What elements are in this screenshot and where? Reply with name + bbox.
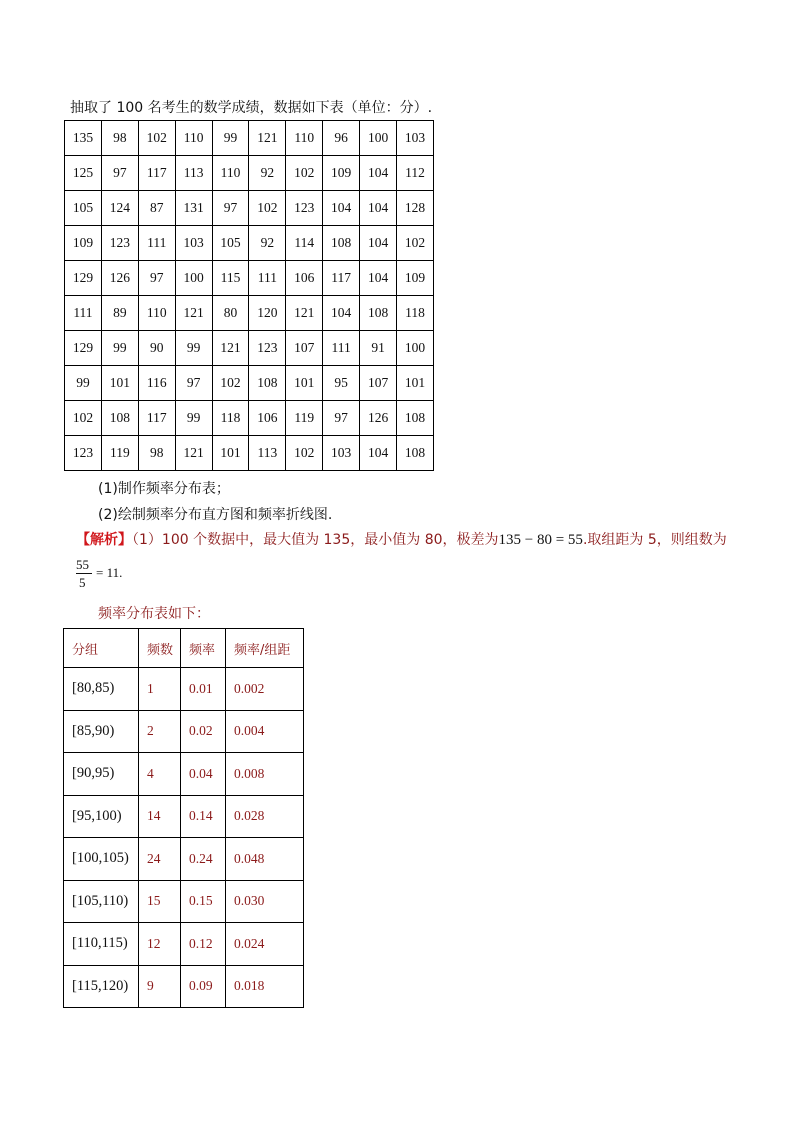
score-cell: 104 xyxy=(323,296,360,331)
score-cell: 104 xyxy=(360,156,397,191)
score-cell: 108 xyxy=(360,296,397,331)
group-cell: [90,95) xyxy=(64,753,139,796)
score-cell: 103 xyxy=(397,121,434,156)
score-cell: 100 xyxy=(360,121,397,156)
score-cell: 116 xyxy=(138,366,175,401)
score-cell: 100 xyxy=(175,261,212,296)
count-cell: 9 xyxy=(139,965,181,1008)
group-cell: [95,100) xyxy=(64,795,139,838)
scores-row xyxy=(65,191,434,226)
frequency-per-width-cell: 0.028 xyxy=(226,795,304,838)
analysis-line xyxy=(76,529,727,549)
count-cell: 4 xyxy=(139,753,181,796)
group-cell: [110,115) xyxy=(64,923,139,966)
group-cell: [80,85) xyxy=(64,668,139,711)
question-2: (2)绘制频率分布直方图和频率折线图. xyxy=(98,507,333,523)
frequency-cell: 0.01 xyxy=(181,668,226,711)
score-cell: 108 xyxy=(101,401,138,436)
frequency-per-width-cell: 0.002 xyxy=(226,668,304,711)
analysis-tag: 【解析】 xyxy=(76,532,132,548)
score-cell: 99 xyxy=(65,366,102,401)
frequency-row xyxy=(64,710,304,753)
score-cell: 97 xyxy=(175,366,212,401)
score-cell: 110 xyxy=(175,121,212,156)
frequency-cell: 0.14 xyxy=(181,795,226,838)
score-cell: 96 xyxy=(323,121,360,156)
score-cell: 102 xyxy=(65,401,102,436)
group-cell: [100,105) xyxy=(64,838,139,881)
analysis-text-b: .取组距为 5，则组数为 xyxy=(582,532,727,548)
score-cell: 118 xyxy=(212,401,249,436)
score-cell: 106 xyxy=(286,261,323,296)
score-cell: 111 xyxy=(138,226,175,261)
score-cell: 95 xyxy=(323,366,360,401)
count-cell: 14 xyxy=(139,795,181,838)
frequency-cell: 0.12 xyxy=(181,923,226,966)
frequency-row xyxy=(64,923,304,966)
group-cell: [105,110) xyxy=(64,880,139,923)
score-cell: 113 xyxy=(175,156,212,191)
score-cell: 111 xyxy=(65,296,102,331)
scores-row xyxy=(65,331,434,366)
score-cell: 117 xyxy=(138,401,175,436)
score-cell: 99 xyxy=(101,331,138,366)
score-cell: 92 xyxy=(249,156,286,191)
scores-row xyxy=(65,436,434,471)
frequency-table-header-row xyxy=(64,629,304,668)
score-cell: 121 xyxy=(212,331,249,366)
score-cell: 102 xyxy=(397,226,434,261)
frequency-table xyxy=(63,628,304,1008)
score-cell: 98 xyxy=(138,436,175,471)
score-cell: 125 xyxy=(65,156,102,191)
score-cell: 117 xyxy=(323,261,360,296)
score-cell: 90 xyxy=(138,331,175,366)
score-cell: 108 xyxy=(397,401,434,436)
score-cell: 109 xyxy=(397,261,434,296)
score-cell: 112 xyxy=(397,156,434,191)
score-cell: 109 xyxy=(323,156,360,191)
frequency-row xyxy=(64,838,304,881)
score-cell: 103 xyxy=(175,226,212,261)
scores-row xyxy=(65,156,434,191)
question-1: (1)制作频率分布表； xyxy=(98,481,230,497)
score-cell: 129 xyxy=(65,261,102,296)
score-cell: 123 xyxy=(249,331,286,366)
score-cell: 123 xyxy=(286,191,323,226)
score-cell: 128 xyxy=(397,191,434,226)
group-cell: [85,90) xyxy=(64,710,139,753)
score-cell: 129 xyxy=(65,331,102,366)
frequency-row xyxy=(64,795,304,838)
scores-row xyxy=(65,296,434,331)
score-cell: 114 xyxy=(286,226,323,261)
score-cell: 99 xyxy=(175,401,212,436)
score-cell: 108 xyxy=(249,366,286,401)
score-cell: 97 xyxy=(138,261,175,296)
score-cell: 121 xyxy=(175,296,212,331)
score-cell: 99 xyxy=(212,121,249,156)
score-cell: 115 xyxy=(212,261,249,296)
score-cell: 101 xyxy=(286,366,323,401)
score-cell: 101 xyxy=(101,366,138,401)
frequency-per-width-cell: 0.004 xyxy=(226,710,304,753)
count-cell: 24 xyxy=(139,838,181,881)
frequency-row xyxy=(64,753,304,796)
freq-table-caption: 频率分布表如下： xyxy=(98,606,210,622)
score-cell: 123 xyxy=(101,226,138,261)
group-count-fraction xyxy=(72,557,128,591)
score-cell: 103 xyxy=(323,436,360,471)
score-cell: 99 xyxy=(175,331,212,366)
frequency-per-width-cell: 0.030 xyxy=(226,880,304,923)
score-cell: 102 xyxy=(286,436,323,471)
score-cell: 104 xyxy=(360,436,397,471)
score-cell: 120 xyxy=(249,296,286,331)
score-cell: 102 xyxy=(249,191,286,226)
score-cell: 105 xyxy=(212,226,249,261)
scores-row xyxy=(65,121,434,156)
score-cell: 102 xyxy=(212,366,249,401)
fraction-numerator: 55 xyxy=(76,557,89,572)
frequency-cell: 0.24 xyxy=(181,838,226,881)
score-cell: 126 xyxy=(101,261,138,296)
score-cell: 97 xyxy=(323,401,360,436)
frequency-cell: 0.02 xyxy=(181,710,226,753)
score-cell: 102 xyxy=(138,121,175,156)
header-group: 分组 xyxy=(64,629,139,668)
score-cell: 117 xyxy=(138,156,175,191)
scores-row xyxy=(65,366,434,401)
scores-row xyxy=(65,226,434,261)
score-cell: 110 xyxy=(212,156,249,191)
score-cell: 107 xyxy=(360,366,397,401)
frequency-per-width-cell: 0.018 xyxy=(226,965,304,1008)
frequency-row xyxy=(64,880,304,923)
score-cell: 101 xyxy=(397,366,434,401)
score-cell: 123 xyxy=(65,436,102,471)
score-cell: 124 xyxy=(101,191,138,226)
score-cell: 118 xyxy=(397,296,434,331)
score-cell: 97 xyxy=(212,191,249,226)
score-cell: 119 xyxy=(286,401,323,436)
frequency-row xyxy=(64,965,304,1008)
count-cell: 12 xyxy=(139,923,181,966)
score-cell: 106 xyxy=(249,401,286,436)
score-cell: 104 xyxy=(360,191,397,226)
score-cell: 100 xyxy=(397,331,434,366)
score-cell: 89 xyxy=(101,296,138,331)
score-cell: 102 xyxy=(286,156,323,191)
score-cell: 92 xyxy=(249,226,286,261)
score-cell: 111 xyxy=(323,331,360,366)
score-cell: 104 xyxy=(360,261,397,296)
frequency-cell: 0.09 xyxy=(181,965,226,1008)
score-cell: 98 xyxy=(101,121,138,156)
scores-table xyxy=(64,120,434,471)
score-cell: 121 xyxy=(175,436,212,471)
frequency-per-width-cell: 0.024 xyxy=(226,923,304,966)
header-frequency: 频率 xyxy=(181,629,226,668)
frequency-cell: 0.04 xyxy=(181,753,226,796)
score-cell: 109 xyxy=(65,226,102,261)
score-cell: 104 xyxy=(323,191,360,226)
header-count: 频数 xyxy=(139,629,181,668)
score-cell: 110 xyxy=(138,296,175,331)
score-cell: 80 xyxy=(212,296,249,331)
score-cell: 105 xyxy=(65,191,102,226)
score-cell: 97 xyxy=(101,156,138,191)
score-cell: 110 xyxy=(286,121,323,156)
frequency-per-width-cell: 0.008 xyxy=(226,753,304,796)
score-cell: 87 xyxy=(138,191,175,226)
header-frequency-per-width: 频率/组距 xyxy=(226,629,304,668)
count-cell: 15 xyxy=(139,880,181,923)
score-cell: 108 xyxy=(397,436,434,471)
frequency-row xyxy=(64,668,304,711)
score-cell: 121 xyxy=(286,296,323,331)
score-cell: 107 xyxy=(286,331,323,366)
score-cell: 119 xyxy=(101,436,138,471)
score-cell: 104 xyxy=(360,226,397,261)
frequency-cell: 0.15 xyxy=(181,880,226,923)
score-cell: 131 xyxy=(175,191,212,226)
range-expression: 135 − 80 = 55 xyxy=(498,532,583,548)
score-cell: 126 xyxy=(360,401,397,436)
score-cell: 108 xyxy=(323,226,360,261)
fraction-denominator: 5 xyxy=(79,575,86,590)
count-cell: 1 xyxy=(139,668,181,711)
frequency-per-width-cell: 0.048 xyxy=(226,838,304,881)
score-cell: 113 xyxy=(249,436,286,471)
score-cell: 101 xyxy=(212,436,249,471)
fraction-bar xyxy=(76,573,92,574)
score-cell: 135 xyxy=(65,121,102,156)
count-cell: 2 xyxy=(139,710,181,753)
score-cell: 111 xyxy=(249,261,286,296)
score-cell: 91 xyxy=(360,331,397,366)
scores-row xyxy=(65,261,434,296)
group-cell: [115,120) xyxy=(64,965,139,1008)
fraction-result: = 11. xyxy=(96,565,123,580)
problem-intro: 抽取了 100 名考生的数学成绩，数据如下表（单位：分）. xyxy=(70,100,433,116)
analysis-text-a: （1）100 个数据中，最大值为 135，最小值为 80，极差为 xyxy=(132,532,499,548)
score-cell: 121 xyxy=(249,121,286,156)
scores-row xyxy=(65,401,434,436)
